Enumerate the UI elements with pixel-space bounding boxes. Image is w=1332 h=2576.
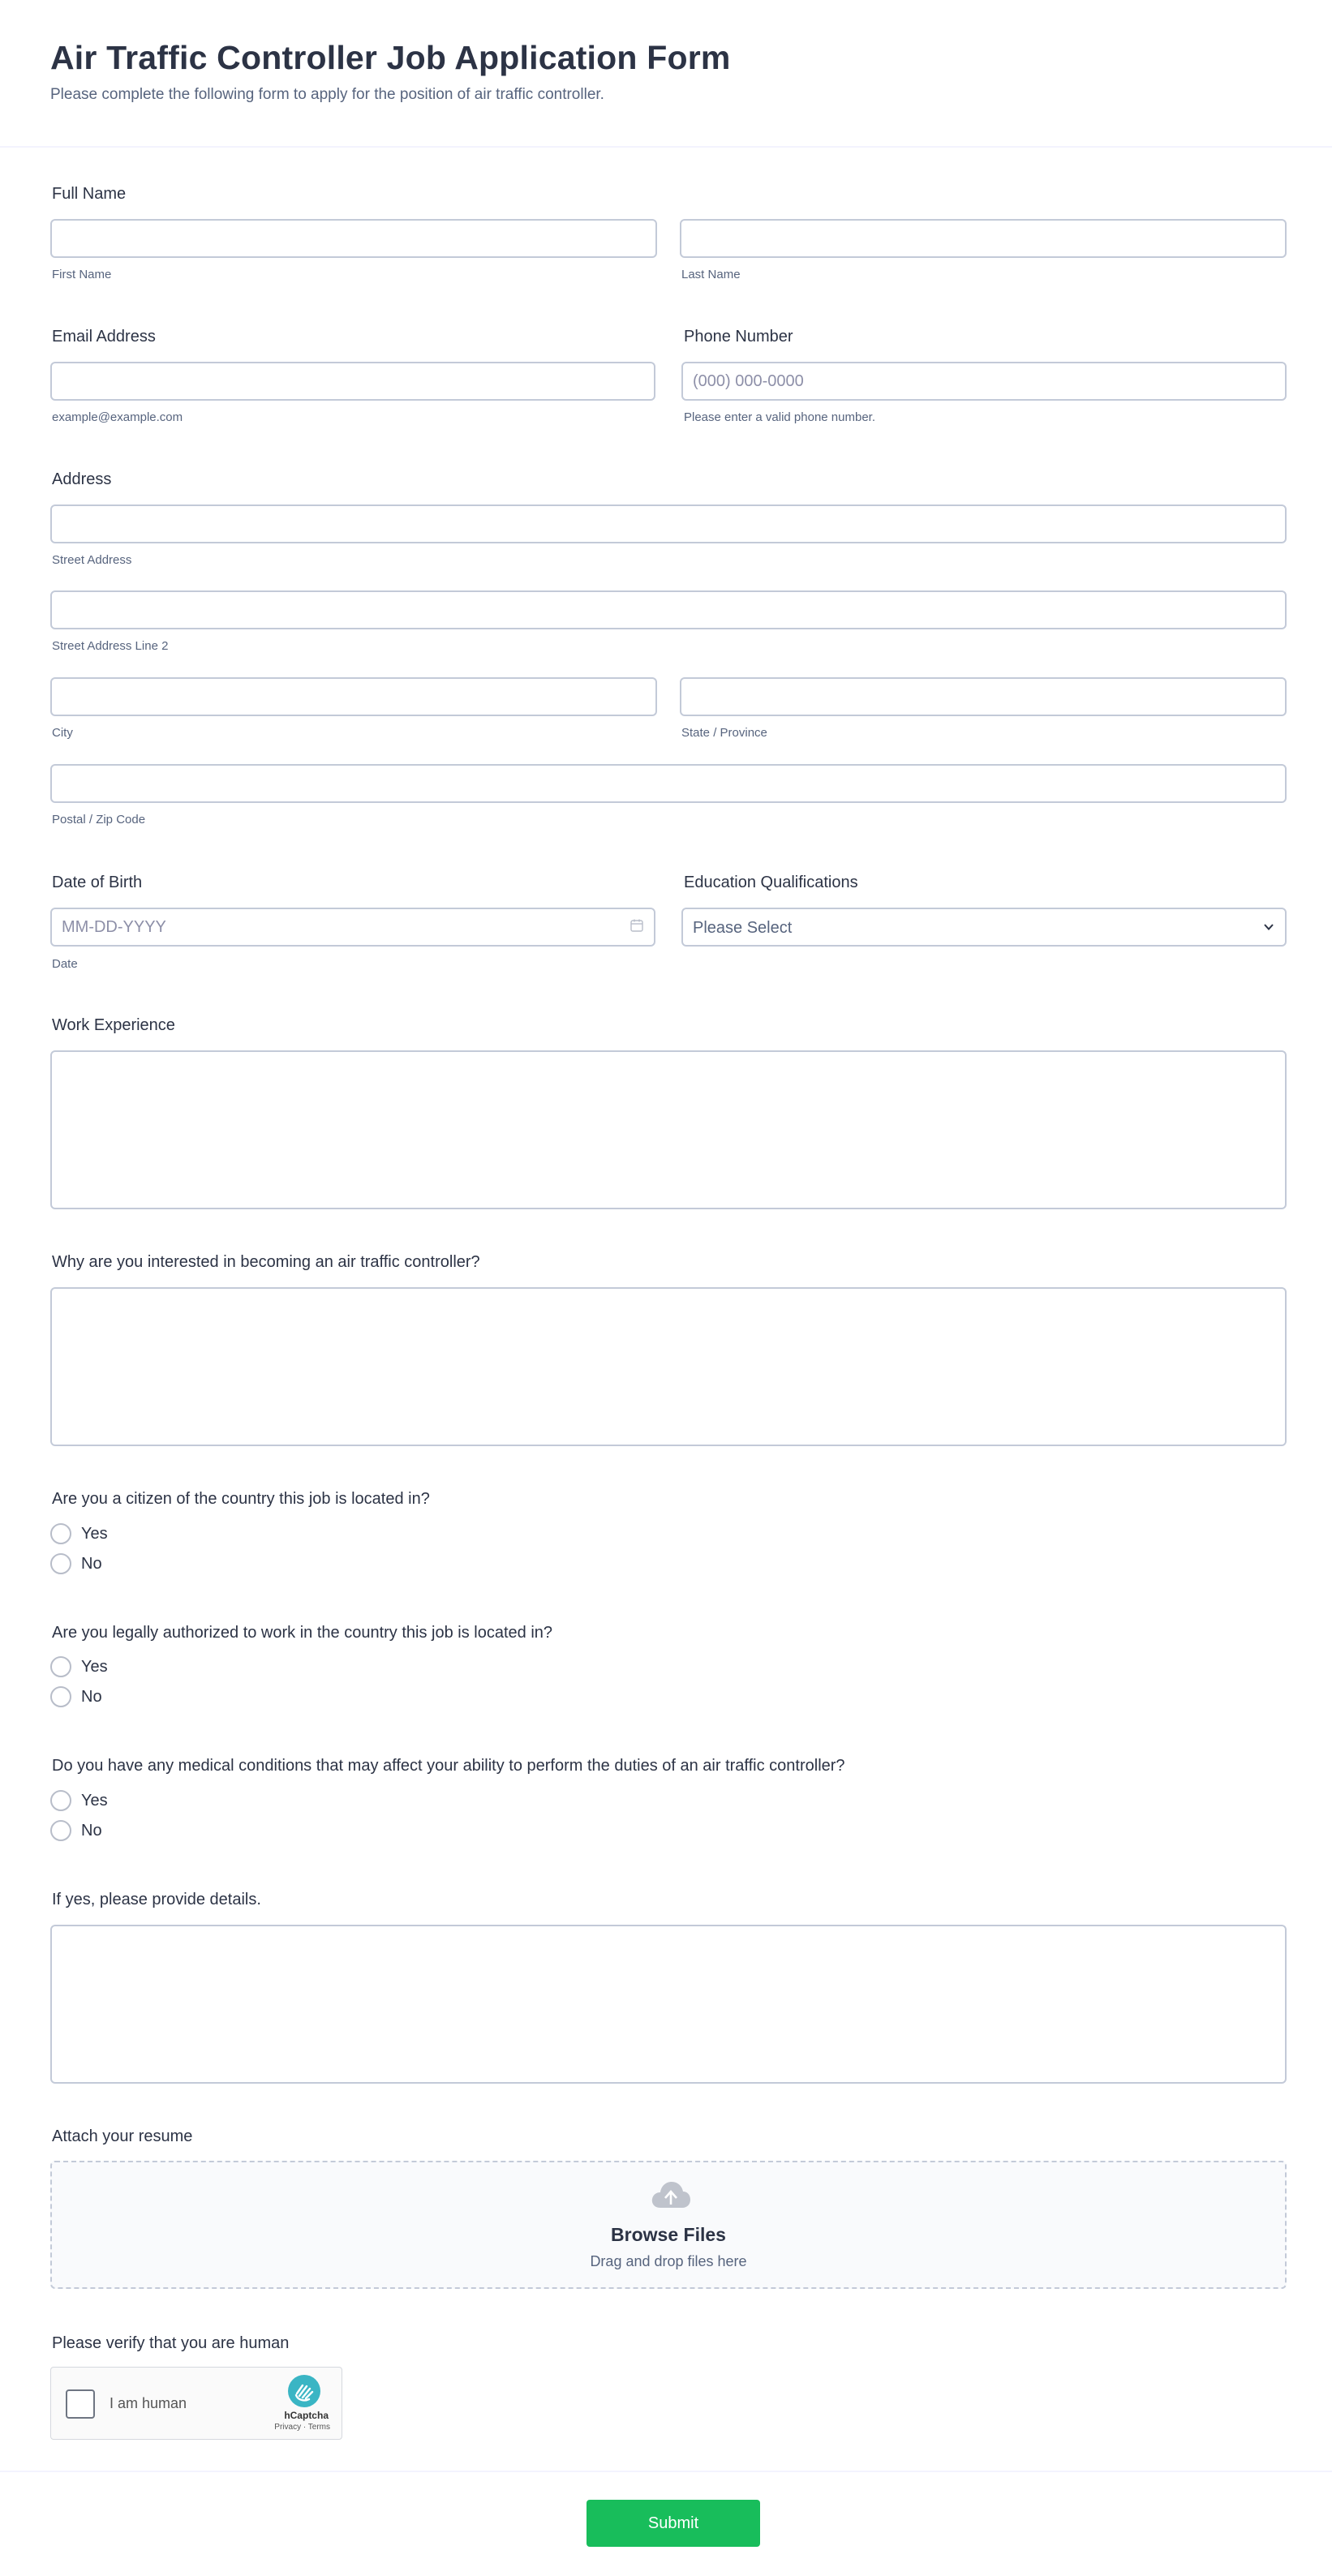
resume-label: Attach your resume [52,2127,193,2145]
medical-yes-radio[interactable] [50,1790,71,1811]
form-header [0,0,1332,148]
calendar-icon[interactable] [629,918,644,933]
address-label: Address [52,470,112,488]
phone-input[interactable] [681,362,1287,401]
details-textarea[interactable] [50,1925,1287,2084]
email-label: Email Address [52,328,156,346]
medical-no-label: No [81,1821,102,1840]
interest-label: Why are you interested in becoming an air traffic controller? [52,1253,480,1271]
phone-label: Phone Number [684,328,793,346]
browse-files-button[interactable]: Browse Files [611,2224,726,2245]
details-label: If yes, please provide details. [52,1891,261,1908]
citizen-no-radio[interactable] [50,1553,71,1574]
citizen-yes-label: Yes [81,1524,108,1543]
work-experience-textarea[interactable] [50,1050,1287,1209]
hcaptcha-widget [50,2367,342,2440]
chevron-down-icon [1262,921,1275,934]
street-address-line2-sublabel: Street Address Line 2 [52,639,169,653]
captcha-text: I am human [110,2395,187,2411]
zip-code-input[interactable] [50,764,1287,803]
phone-sublabel: Please enter a valid phone number. [684,410,875,424]
full-name-label: Full Name [52,185,127,203]
page-title: Air Traffic Controller Job Application Form [50,39,731,76]
authorized-yes-radio[interactable] [50,1656,71,1677]
last-name-input[interactable] [680,219,1287,258]
submit-button[interactable]: Submit [587,2500,760,2547]
dob-field [50,908,655,947]
cloud-upload-icon [651,2180,691,2209]
work-experience-label: Work Experience [52,1016,175,1034]
page-subtitle: Please complete the following form to apply for the position of air traffic controller. [50,86,604,103]
last-name-sublabel: Last Name [681,268,741,281]
authorized-no-option[interactable] [50,1685,102,1708]
drag-drop-hint: Drag and drop files here [590,2253,747,2269]
education-selected-value: Please Select [693,919,793,937]
medical-label: Do you have any medical conditions that may affect your ability to perform the duties of an air traffic controller? [52,1757,845,1775]
citizen-yes-option[interactable] [50,1522,108,1545]
city-input[interactable] [50,677,657,716]
email-sublabel: example@example.com [52,410,183,424]
street-address-input[interactable] [50,504,1287,543]
email-input[interactable] [50,362,655,401]
captcha-privacy-terms-links[interactable]: Privacy · Terms [274,2423,330,2432]
captcha-checkbox[interactable] [66,2389,95,2419]
state-input[interactable] [680,677,1287,716]
dob-label: Date of Birth [52,874,143,891]
verify-label: Please verify that you are human [52,2334,290,2352]
education-label: Education Qualifications [684,874,858,891]
hcaptcha-brand: hCaptcha [284,2410,329,2421]
authorized-no-radio[interactable] [50,1686,71,1707]
first-name-input[interactable] [50,219,657,258]
city-sublabel: City [52,726,73,740]
citizen-no-option[interactable] [50,1552,102,1575]
resume-upload-dropzone[interactable] [50,2161,1287,2289]
authorized-no-label: No [81,1687,102,1706]
hcaptcha-logo-icon [287,2374,321,2408]
zip-code-sublabel: Postal / Zip Code [52,813,146,826]
citizen-label: Are you a citizen of the country this job is located in? [52,1490,430,1508]
first-name-sublabel: First Name [52,268,112,281]
form-footer [0,2471,1332,2576]
authorized-yes-option[interactable] [50,1655,108,1678]
authorized-label: Are you legally authorized to work in the country this job is located in? [52,1624,553,1642]
street-address-line2-input[interactable] [50,590,1287,629]
medical-yes-option[interactable] [50,1789,108,1812]
citizen-yes-radio[interactable] [50,1523,71,1544]
dob-input[interactable] [50,908,655,947]
dob-sublabel: Date [52,957,78,971]
medical-yes-label: Yes [81,1791,108,1810]
authorized-yes-label: Yes [81,1657,108,1676]
medical-no-option[interactable] [50,1819,102,1842]
state-sublabel: State / Province [681,726,767,740]
interest-textarea[interactable] [50,1287,1287,1446]
street-address-sublabel: Street Address [52,553,132,567]
medical-no-radio[interactable] [50,1820,71,1841]
education-select[interactable] [681,908,1287,947]
citizen-no-label: No [81,1554,102,1573]
